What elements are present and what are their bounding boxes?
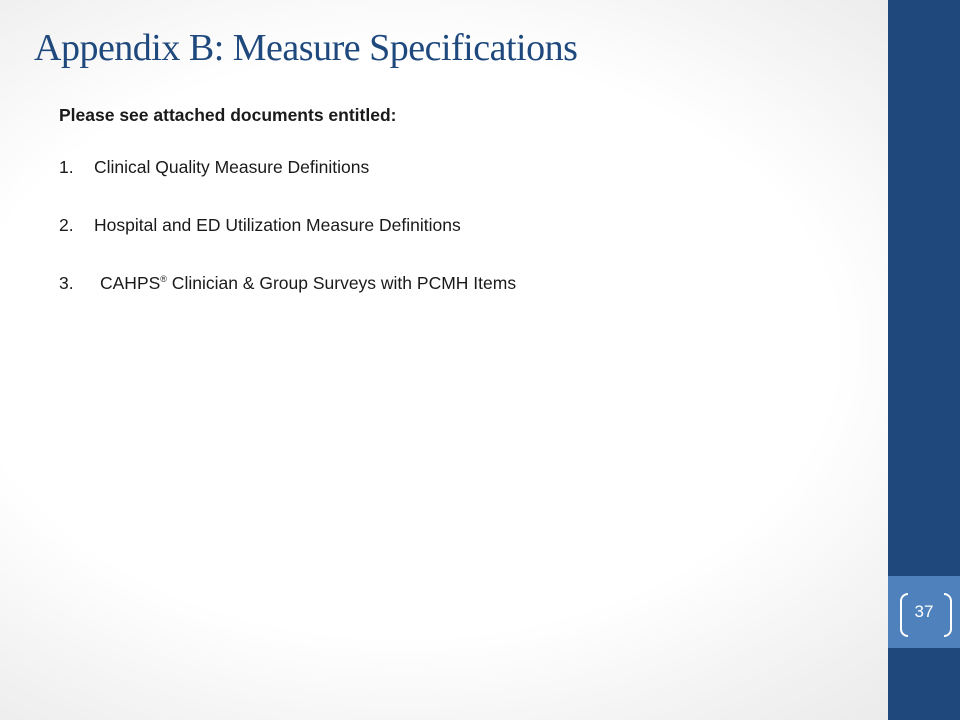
slide-title: Appendix B: Measure Specifications: [34, 27, 578, 69]
item-text: Clinical Quality Measure Definitions: [94, 157, 370, 177]
item-text: [94, 271, 516, 295]
list-item: [59, 213, 859, 237]
intro-text: Please see attached documents entitled:: [59, 105, 397, 125]
item-number: 1.: [59, 157, 74, 177]
item-number: 3.: [59, 273, 74, 293]
item-number: 2.: [59, 215, 74, 235]
item-text: Hospital and ED Utilization Measure Definitions: [94, 215, 461, 235]
right-bracket-icon: [944, 593, 952, 637]
list-item: [59, 271, 859, 295]
item-text-rest: Clinician & Group Surveys with PCMH Items: [166, 273, 517, 293]
list-item: [59, 155, 859, 179]
document-list: [59, 155, 859, 295]
registered-mark: ®: [160, 274, 167, 285]
page-number: 37: [914, 602, 934, 621]
slide-body: [59, 103, 859, 329]
item-text-main: CAHPS: [100, 273, 161, 293]
page-number-box: [888, 576, 960, 648]
